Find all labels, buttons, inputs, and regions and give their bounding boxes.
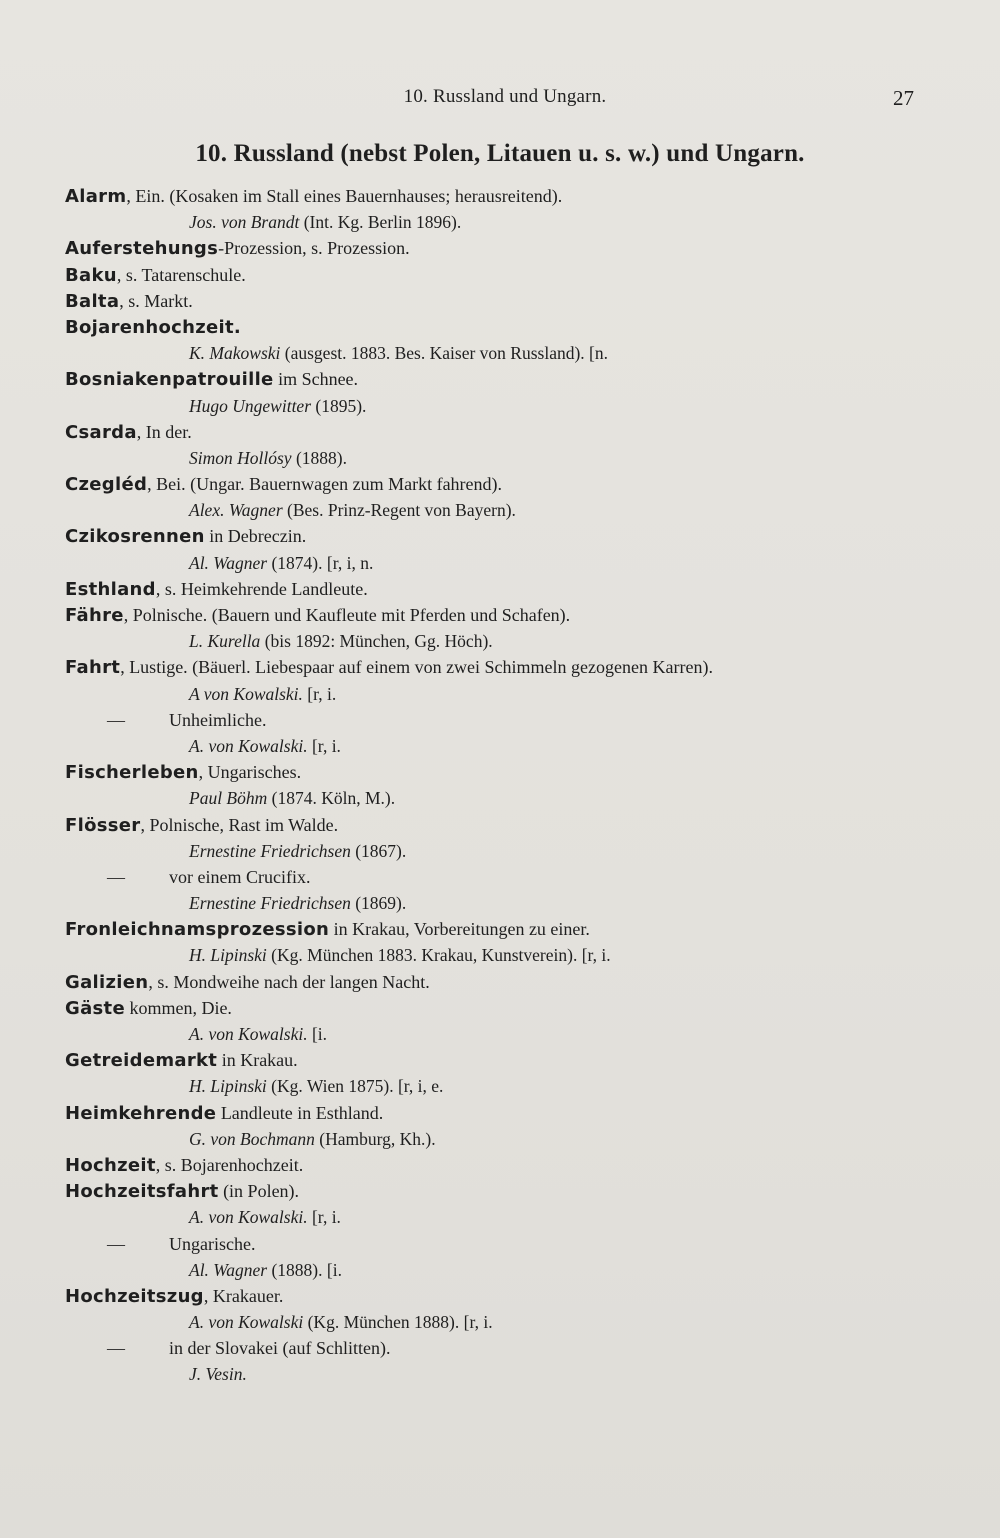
entry-keyword: Czikosrennen (65, 526, 205, 548)
running-title: 10. Russland und Ungarn. (403, 86, 607, 107)
index-entry-heading (65, 183, 935, 209)
entry-description: , Bei. (Ungar. Bauernwagen zum Markt fahrend). (147, 474, 503, 495)
index-entry-citation (65, 890, 935, 916)
index-entry-citation (65, 1126, 935, 1152)
citation-details: (1869). (350, 893, 407, 914)
index-entry-heading (65, 654, 935, 680)
index-entry-heading (65, 916, 935, 942)
entry-description: Ungarische. (169, 1233, 256, 1254)
index-entry-subheading (65, 1231, 935, 1257)
citation-details: [r, i. (302, 683, 337, 704)
index-entry-citation (65, 785, 935, 811)
artist-name: Al. Wagner (189, 552, 268, 573)
artist-name: L. Kurella (189, 631, 261, 652)
ditto-dash: — (107, 1233, 125, 1254)
index-entry-heading (65, 1178, 935, 1204)
entry-description: in der Slovakei (auf Schlitten). (169, 1338, 391, 1359)
index-entry-heading (65, 995, 935, 1021)
entry-description: , Krakauer. (203, 1285, 284, 1306)
entry-keyword: Esthland (65, 578, 156, 600)
entry-keyword: Fahrt (65, 657, 121, 679)
index-entry-citation (65, 628, 935, 654)
artist-name: H. Lipinski (189, 945, 267, 966)
entry-keyword: Hochzeitsfahrt (65, 1181, 219, 1203)
entry-keyword: Hochzeitszug (65, 1285, 204, 1307)
entry-keyword: Alarm (65, 186, 127, 207)
entry-keyword: Csarda (65, 421, 137, 443)
entry-keyword: Hochzeit (65, 1154, 156, 1176)
index-entry-heading (65, 1283, 935, 1309)
entry-description: in Krakau. (217, 1050, 298, 1071)
entry-keyword: Getreidemarkt (65, 1050, 218, 1072)
entry-description: , s. Markt. (119, 290, 193, 311)
citation-details: (Int. Kg. Berlin 1896). (299, 212, 462, 233)
citation-details: (bis 1892: München, Gg. Höch). (260, 631, 493, 652)
index-entry-citation (65, 1309, 935, 1335)
index-entry-heading (65, 812, 935, 838)
index-entry-citation (65, 838, 935, 864)
entry-keyword: Fischerleben (65, 762, 199, 784)
citation-details: (Kg. München 1888). [r, i. (303, 1312, 493, 1333)
artist-name: A. von Kowalski. (189, 1024, 308, 1044)
index-entry-citation (65, 1361, 935, 1387)
entry-description: vor einem Crucifix. (169, 866, 311, 887)
index-entry-subheading (65, 864, 935, 890)
entry-keyword: Auferstehungs (65, 238, 219, 260)
entry-description: kommen, Die. (124, 997, 232, 1018)
ditto-dash: — (107, 866, 125, 887)
index-entry-heading (65, 471, 935, 497)
index-entry-heading (65, 602, 935, 628)
citation-details: (Bes. Prinz-Regent von Bayern). (282, 500, 516, 521)
entry-description: , Polnische. (Bauern und Kaufleute mit Pferden und Schafen). (123, 605, 571, 625)
index-entry-heading (65, 1047, 935, 1073)
artist-name: Hugo Ungewitter (189, 395, 312, 416)
entry-description: , Polnische, Rast im Walde. (140, 814, 339, 835)
index-entry-citation (65, 1204, 935, 1230)
entry-keyword: Balta (65, 290, 120, 312)
index-entry-citation (65, 497, 935, 523)
index-entry-citation (65, 733, 935, 759)
entry-keyword: Flösser (65, 814, 141, 836)
entry-description: Landleute in Esthland. (216, 1102, 384, 1123)
index-entry-citation (65, 340, 935, 366)
index-entry-citation (65, 942, 935, 968)
citation-details: [r, i. (307, 1207, 341, 1228)
index-entry-heading (65, 366, 935, 392)
index-entry-heading (65, 262, 935, 288)
entry-description: , Ungarisches. (198, 762, 302, 783)
index-entry-heading (65, 235, 935, 261)
index-entry-citation (65, 393, 935, 419)
entry-keyword: Bojarenhochzeit. (65, 316, 242, 338)
entry-keyword: Bosniakenpatrouille (65, 369, 274, 391)
entry-keyword: Czegléd (65, 474, 148, 496)
entry-description: , s. Tatarenschule. (116, 264, 246, 285)
entry-description: , Lustige. (Bäuerl. Liebespaar auf einem von zwei Schimmeln gezogenen Karren). (120, 657, 713, 678)
index-entry-heading (65, 419, 935, 445)
index-entry-heading (65, 523, 935, 549)
entry-description: , s. Mondweihe nach der langen Nacht. (148, 971, 430, 992)
index-entry-subheading (65, 707, 935, 733)
entry-description: in Krakau, Vorbereitungen zu einer. (329, 919, 590, 940)
citation-details: (Kg. Wien 1875). [r, i, e. (266, 1076, 444, 1097)
index-entry-heading (65, 1100, 935, 1126)
index-entry-heading (65, 576, 935, 602)
ditto-dash: — (107, 709, 125, 730)
citation-details: (1888). [i. (267, 1259, 342, 1280)
citation-details: [r, i. (307, 735, 341, 756)
artist-name: K. Makowski (189, 343, 281, 364)
citation-details: [i. (307, 1024, 328, 1044)
chapter-title: 10. Russland (nebst Polen, Litauen u. s. w.) und Ungarn. (195, 140, 805, 167)
entry-description: , In der. (136, 421, 192, 442)
artist-name: A. von Kowalski (189, 1312, 304, 1333)
entry-description: , s. Bojarenhochzeit. (155, 1154, 304, 1175)
index-entry-citation (65, 550, 935, 576)
artist-name: A. von Kowalski. (189, 1207, 308, 1228)
index-entry-citation (65, 1021, 935, 1047)
entry-description: (in Polen). (218, 1181, 300, 1202)
artist-name: Ernestine Friedrichsen (189, 893, 351, 914)
index-entry-heading (65, 759, 935, 785)
entry-description: in Debreczin. (204, 526, 307, 547)
entry-keyword: Baku (65, 264, 117, 286)
entry-keyword: Fronleichnamsprozession (65, 919, 330, 941)
index-entry-subheading (65, 1335, 935, 1361)
index-entry-heading (65, 969, 935, 995)
entry-description: Unheimliche. (169, 709, 267, 730)
citation-details: (1888). (291, 447, 347, 468)
citation-details: (1867). (350, 840, 407, 861)
citation-details: (Kg. München 1883. Krakau, Kunstverein). [r, i. (266, 945, 611, 966)
ditto-dash: — (107, 1338, 125, 1359)
page-number: 27 (893, 86, 914, 110)
artist-name: Jos. von Brandt (189, 212, 300, 233)
index-entry-heading (65, 314, 935, 340)
artist-name: A von Kowalski. (189, 683, 303, 704)
artist-name: Alex. Wagner (189, 500, 283, 521)
index-entry-heading (65, 288, 935, 314)
entry-keyword: Fähre (65, 605, 124, 626)
running-header (0, 86, 1000, 114)
index-entry-citation (65, 1257, 935, 1283)
entry-keyword: Heimkehrende (65, 1102, 217, 1124)
citation-details: (1874. Köln, M.). (267, 788, 396, 809)
artist-name: H. Lipinski (189, 1076, 267, 1097)
artist-name: A. von Kowalski. (189, 735, 308, 756)
artist-name: Al. Wagner (189, 1259, 268, 1280)
artist-name: Ernestine Friedrichsen (189, 840, 351, 861)
citation-details: (Hamburg, Kh.). (314, 1128, 436, 1149)
entry-keyword: Galizien (65, 971, 149, 993)
citation-details: (ausgest. 1883. Bes. Kaiser von Russland). [n. (280, 343, 608, 364)
index-entry-citation (65, 1073, 935, 1099)
entry-description: , Ein. (Kosaken im Stall eines Bauernhauses; herausreitend). (126, 186, 563, 206)
index-entries (65, 183, 935, 1388)
index-entry-heading (65, 1152, 935, 1178)
entry-description: im Schnee. (273, 369, 359, 390)
artist-name: J. Vesin. (189, 1364, 247, 1385)
index-entry-citation (65, 209, 935, 235)
artist-name: Simon Hollósy (189, 447, 292, 468)
index-entry-citation (65, 681, 935, 707)
citation-details: (1895). (311, 395, 367, 416)
index-entry-citation (65, 445, 935, 471)
citation-details: (1874). [r, i, n. (267, 552, 374, 573)
entry-keyword: Gäste (65, 997, 125, 1019)
entry-description: , s. Heimkehrende Landleute. (155, 578, 368, 599)
entry-description: -Prozession, s. Prozession. (218, 238, 410, 259)
artist-name: G. von Bochmann (189, 1128, 315, 1149)
artist-name: Paul Böhm (189, 788, 268, 809)
